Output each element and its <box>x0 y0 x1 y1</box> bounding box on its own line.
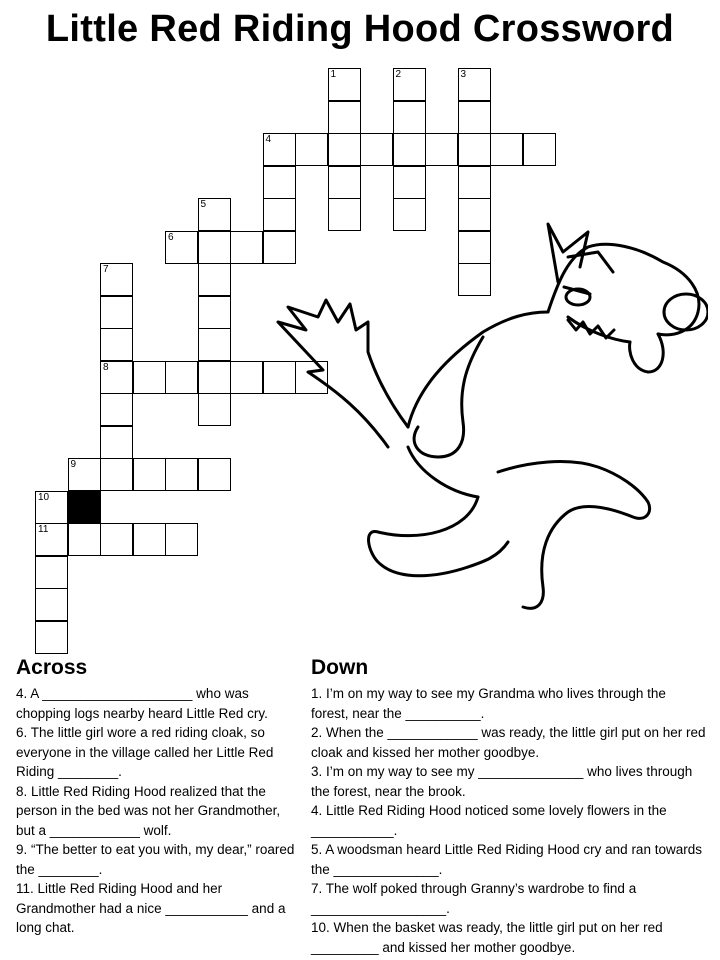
across-clue-6: 6. The little girl wore a red riding cloak, so everyone in the village called her Little Red Riding ________. <box>16 725 274 779</box>
across-clue-4: 4. A ____________________ who was chopping logs nearby heard Little Red cry. <box>16 686 268 721</box>
clue-number: 9 <box>70 459 77 470</box>
grid-cell[interactable] <box>100 361 133 394</box>
grid-cell[interactable] <box>328 101 361 134</box>
clue-number: 4 <box>265 134 272 145</box>
across-clue-11: 11. Little Red Riding Hood and her Grandmother had a nice ___________ and a long chat. <box>16 881 286 935</box>
down-clue-7: 7. The wolf poked through Granny’s wardrobe to find a __________________. <box>311 881 637 916</box>
clue-number: 8 <box>103 361 109 373</box>
grid-cell[interactable] <box>393 166 426 199</box>
grid-cell[interactable] <box>165 231 198 264</box>
grid-cell[interactable] <box>458 101 491 134</box>
grid-cell[interactable] <box>133 523 166 556</box>
grid-cell[interactable] <box>133 361 166 394</box>
across-clue-9: 9. “The better to eat you with, my dear,” roared the ________. <box>16 842 295 877</box>
grid-cell[interactable] <box>393 101 426 134</box>
grid-cell[interactable] <box>198 296 231 329</box>
grid-cell[interactable] <box>68 523 101 556</box>
grid-cell[interactable] <box>490 133 523 166</box>
grid-cell[interactable] <box>295 133 328 166</box>
grid-cell[interactable] <box>230 231 263 264</box>
grid-cell[interactable] <box>100 458 133 491</box>
down-clue-10: 10. When the basket was ready, the little girl put on her red _________ and kissed her mother goodbye. <box>311 920 663 955</box>
grid-cell[interactable] <box>68 458 101 491</box>
grid-cell[interactable] <box>263 166 296 199</box>
grid-cell[interactable] <box>458 68 491 101</box>
grid-cell[interactable] <box>198 328 231 361</box>
grid-cell[interactable] <box>100 263 133 296</box>
grid-cell[interactable] <box>100 296 133 329</box>
grid-cell[interactable] <box>198 231 231 264</box>
clue-number: 7 <box>103 264 109 275</box>
across-section <box>16 656 296 938</box>
grid-cell[interactable] <box>328 166 361 199</box>
grid-cell[interactable] <box>198 393 231 426</box>
grid-cell[interactable] <box>198 361 231 394</box>
clue-number: 10 <box>38 491 50 503</box>
grid-cell[interactable] <box>458 166 491 199</box>
grid-cell[interactable] <box>100 393 133 426</box>
grid-cell[interactable] <box>393 133 426 166</box>
clue-number: 3 <box>460 69 467 80</box>
grid-cell[interactable] <box>425 133 458 166</box>
down-clue-5: 5. A woodsman heard Little Red Riding Hood cry and ran towards the ______________. <box>311 842 702 877</box>
clue-number: 1 <box>330 69 337 80</box>
grid-cell[interactable] <box>35 621 68 654</box>
grid-cell[interactable] <box>328 68 361 101</box>
grid-cell[interactable] <box>458 133 491 166</box>
grid-cell[interactable] <box>35 556 68 589</box>
down-heading: Down <box>311 656 369 679</box>
grid-cell[interactable] <box>198 198 231 231</box>
grid-cell[interactable] <box>165 361 198 394</box>
across-heading: Across <box>16 656 88 679</box>
grid-cell[interactable] <box>523 133 556 166</box>
clue-number: 11 <box>38 524 49 535</box>
grid-cell[interactable] <box>35 588 68 621</box>
grid-cell[interactable] <box>100 523 133 556</box>
grid-cell[interactable] <box>360 133 393 166</box>
grid-cell[interactable] <box>198 458 231 491</box>
page-title: Little Red Riding Hood Crossword <box>45 8 675 50</box>
clue-number: 6 <box>168 231 174 243</box>
grid-cell[interactable] <box>263 133 296 166</box>
grid-cell[interactable] <box>100 328 133 361</box>
grid-cell[interactable] <box>393 68 426 101</box>
down-clue-2: 2. When the ____________ was ready, the little girl put on her red cloak and kissed her mother goodbye. <box>311 725 706 760</box>
grid-cell[interactable] <box>133 458 166 491</box>
grid-cell[interactable] <box>35 523 68 556</box>
wolf-illustration <box>268 212 708 632</box>
grid-cell[interactable] <box>328 133 361 166</box>
grid-cell[interactable] <box>35 491 68 524</box>
down-clue-4: 4. Little Red Riding Hood noticed some lovely flowers in the ___________. <box>311 803 667 838</box>
down-clue-1: 1. I’m on my way to see my Grandma who lives through the forest, near the __________. <box>311 686 666 721</box>
grid-cell[interactable] <box>165 523 198 556</box>
grid-cell[interactable] <box>198 263 231 296</box>
clue-number: 2 <box>395 69 402 80</box>
grid-cell-black <box>68 491 101 524</box>
down-section <box>311 656 706 957</box>
grid-cell[interactable] <box>230 361 263 394</box>
across-clue-8: 8. Little Red Riding Hood realized that the person in the bed was not her Grandmother, but a ____________ wolf. <box>16 783 281 838</box>
clue-number: 5 <box>200 199 207 210</box>
grid-cell[interactable] <box>100 426 133 459</box>
grid-cell[interactable] <box>165 458 198 491</box>
down-clue-3: 3. I’m on my way to see my ______________ who lives through the forest, near the brook. <box>311 764 693 799</box>
